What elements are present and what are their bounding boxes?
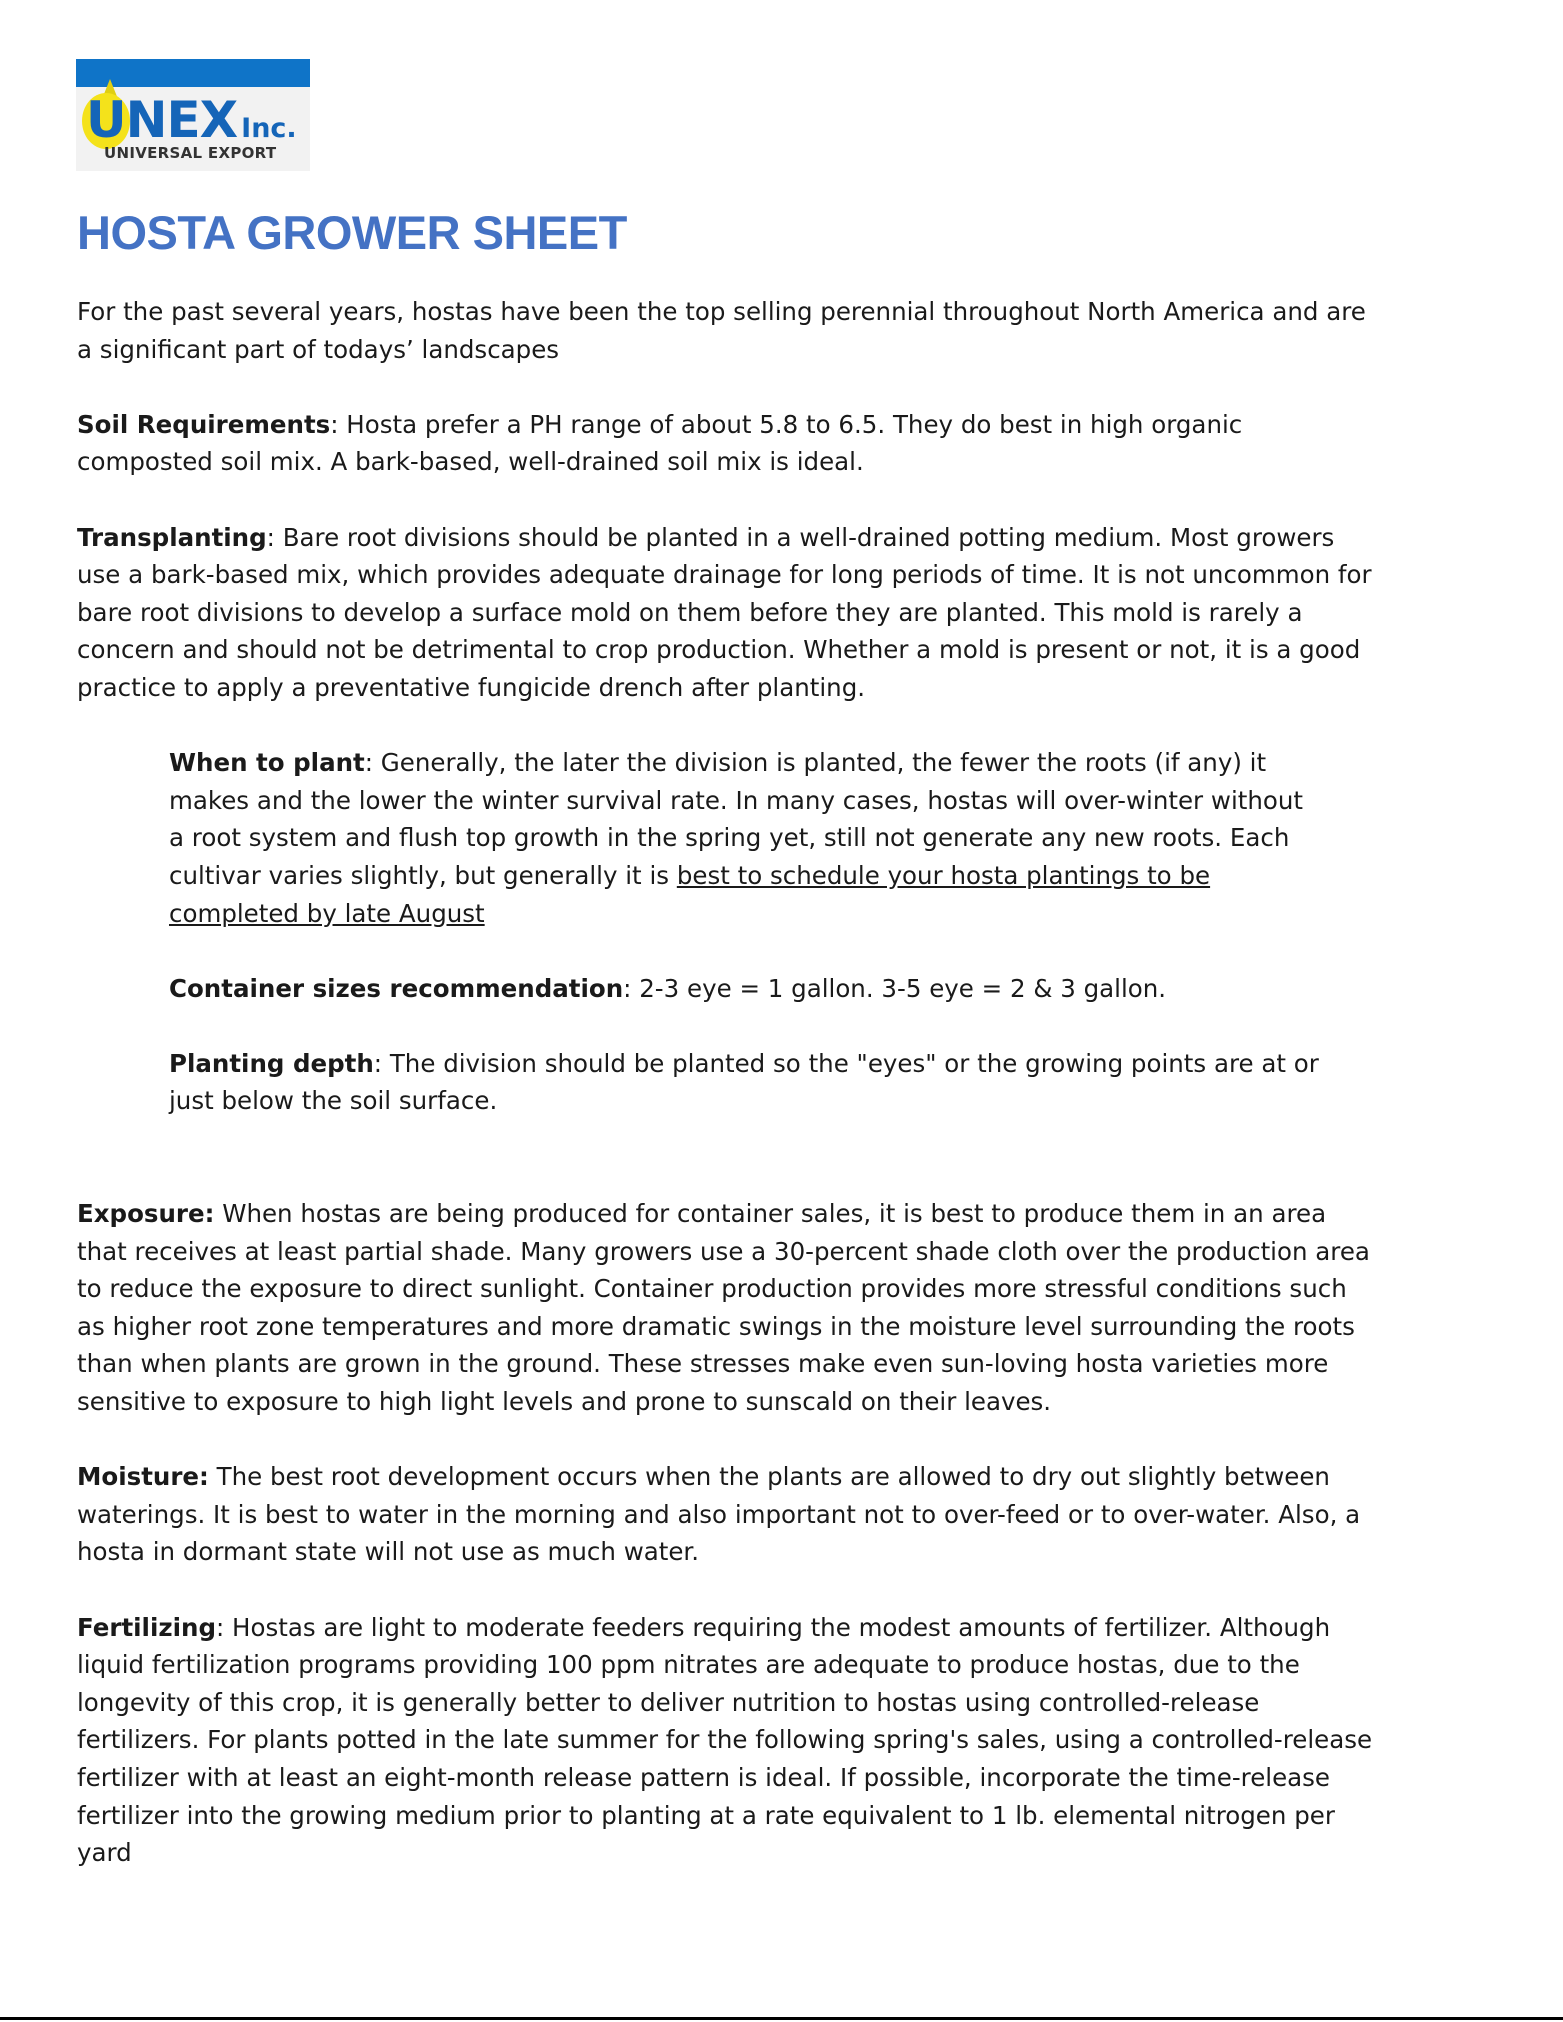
exposure-text: When hostas are being produced for container sales, it is best to produce them in an area that receives at least partial shade. Many growers use a 30-percent shade cloth over the production area to reduce the exposure to direct sunlight. Container production provides more stressful conditions such as higher root zone temperatures and more dramatic swings in the moisture level surrounding the roots than when plants are grown in the ground. These stresses make even sun-loving hosta varieties more sensitive to exposure to high light levels and prone to sunscald on their leaves.: [77, 1199, 1370, 1417]
soil-requirements-text: : Hosta prefer a PH range of about 5.8 to 6.5. They do best in high organic composted soil mix. A bark-based, well-drained soil mix is ideal.: [77, 409, 1243, 477]
fertilizing-label: Fertilizing: [77, 1612, 216, 1642]
intro-paragraph: For the past several years, hostas have been the top selling perennial throughout North America and are a significant part of todays’ landscapes: [77, 297, 1366, 364]
document-body: [77, 293, 1377, 1909]
logo-name: UNEX: [86, 91, 238, 149]
page-title: HOSTA GROWER SHEET: [77, 206, 627, 259]
moisture-label: Moisture:: [77, 1462, 209, 1492]
when-to-plant-text: : Generally, the later the division is planted, the fewer the roots (if any) it makes and the lower the winter survival rate. In many cases, hostas will over-winter without a root system and flush top growth in the spring yet, still not generate any new roots. Each cultivar varies slightly, but generally it is: [169, 748, 1304, 890]
when-to-plant-label: When to plant: [169, 748, 365, 778]
container-sizes-paragraph: [169, 970, 1319, 1008]
page-bottom-rule: [0, 2017, 1563, 2020]
when-to-plant-paragraph: [169, 744, 1319, 932]
transplanting-label: Transplanting: [77, 522, 267, 552]
logo-wordmark: [86, 91, 297, 149]
planting-depth-label: Planting depth: [169, 1048, 374, 1078]
logo-tagline: UNIVERSAL EXPORT: [104, 144, 277, 162]
container-sizes-label: Container sizes recommendation: [169, 973, 624, 1003]
fertilizing-paragraph: [77, 1609, 1377, 1872]
moisture-text: The best root development occurs when the plants are allowed to dry out slightly between waterings. It is best to water in the morning and also important not to over-feed or to over-water. Also, a hosta in dormant state will not use as much water.: [77, 1462, 1361, 1567]
moisture-paragraph: [77, 1458, 1377, 1571]
planting-depth-paragraph: [169, 1045, 1319, 1120]
logo-inc: Inc.: [241, 113, 297, 144]
fertilizing-text: : Hostas are light to moderate feeders requiring the modest amounts of fertilizer. Although liquid fertilization programs providing 100 ppm nitrates are adequate to produce hostas, due to the longevity of this crop, it is generally better to deliver nutrition to hostas using controlled-release fertilizers. For plants potted in the late summer for the following spring's sales, using a controlled-release fertilizer with at least an eight-month release pattern is ideal. If possible, incorporate the time-release fertilizer into the growing medium prior to planting at a rate equivalent to 1 lb. elemental nitrogen per yard: [77, 1612, 1373, 1868]
when-to-plant-underlined-text: best to schedule your hosta plantings to be completed by late August: [169, 860, 1211, 928]
transplanting-text: : Bare root divisions should be planted in a well-drained potting medium. Most growers use a bark-based mix, which provides adequate drainage for long periods of time. It is not uncommon for bare root divisions to develop a surface mold on them before they are planted. This mold is rarely a concern and should not be detrimental to crop production. Whether a mold is present or not, it is a good practice to apply a preventative fungicide drench after planting.: [77, 522, 1372, 702]
container-sizes-text: : 2-3 eye = 1 gallon. 3-5 eye = 2 & 3 gallon.: [623, 973, 1167, 1003]
transplanting-paragraph: [77, 519, 1377, 707]
exposure-paragraph: [77, 1195, 1377, 1421]
exposure-label: Exposure:: [77, 1199, 215, 1229]
planting-depth-text: : The division should be planted so the "eyes" or the growing points are at or just below the soil surface.: [169, 1048, 1319, 1116]
soil-requirements-label: Soil Requirements: [77, 409, 331, 439]
soil-requirements-paragraph: [77, 406, 1377, 481]
company-logo: [76, 59, 310, 171]
